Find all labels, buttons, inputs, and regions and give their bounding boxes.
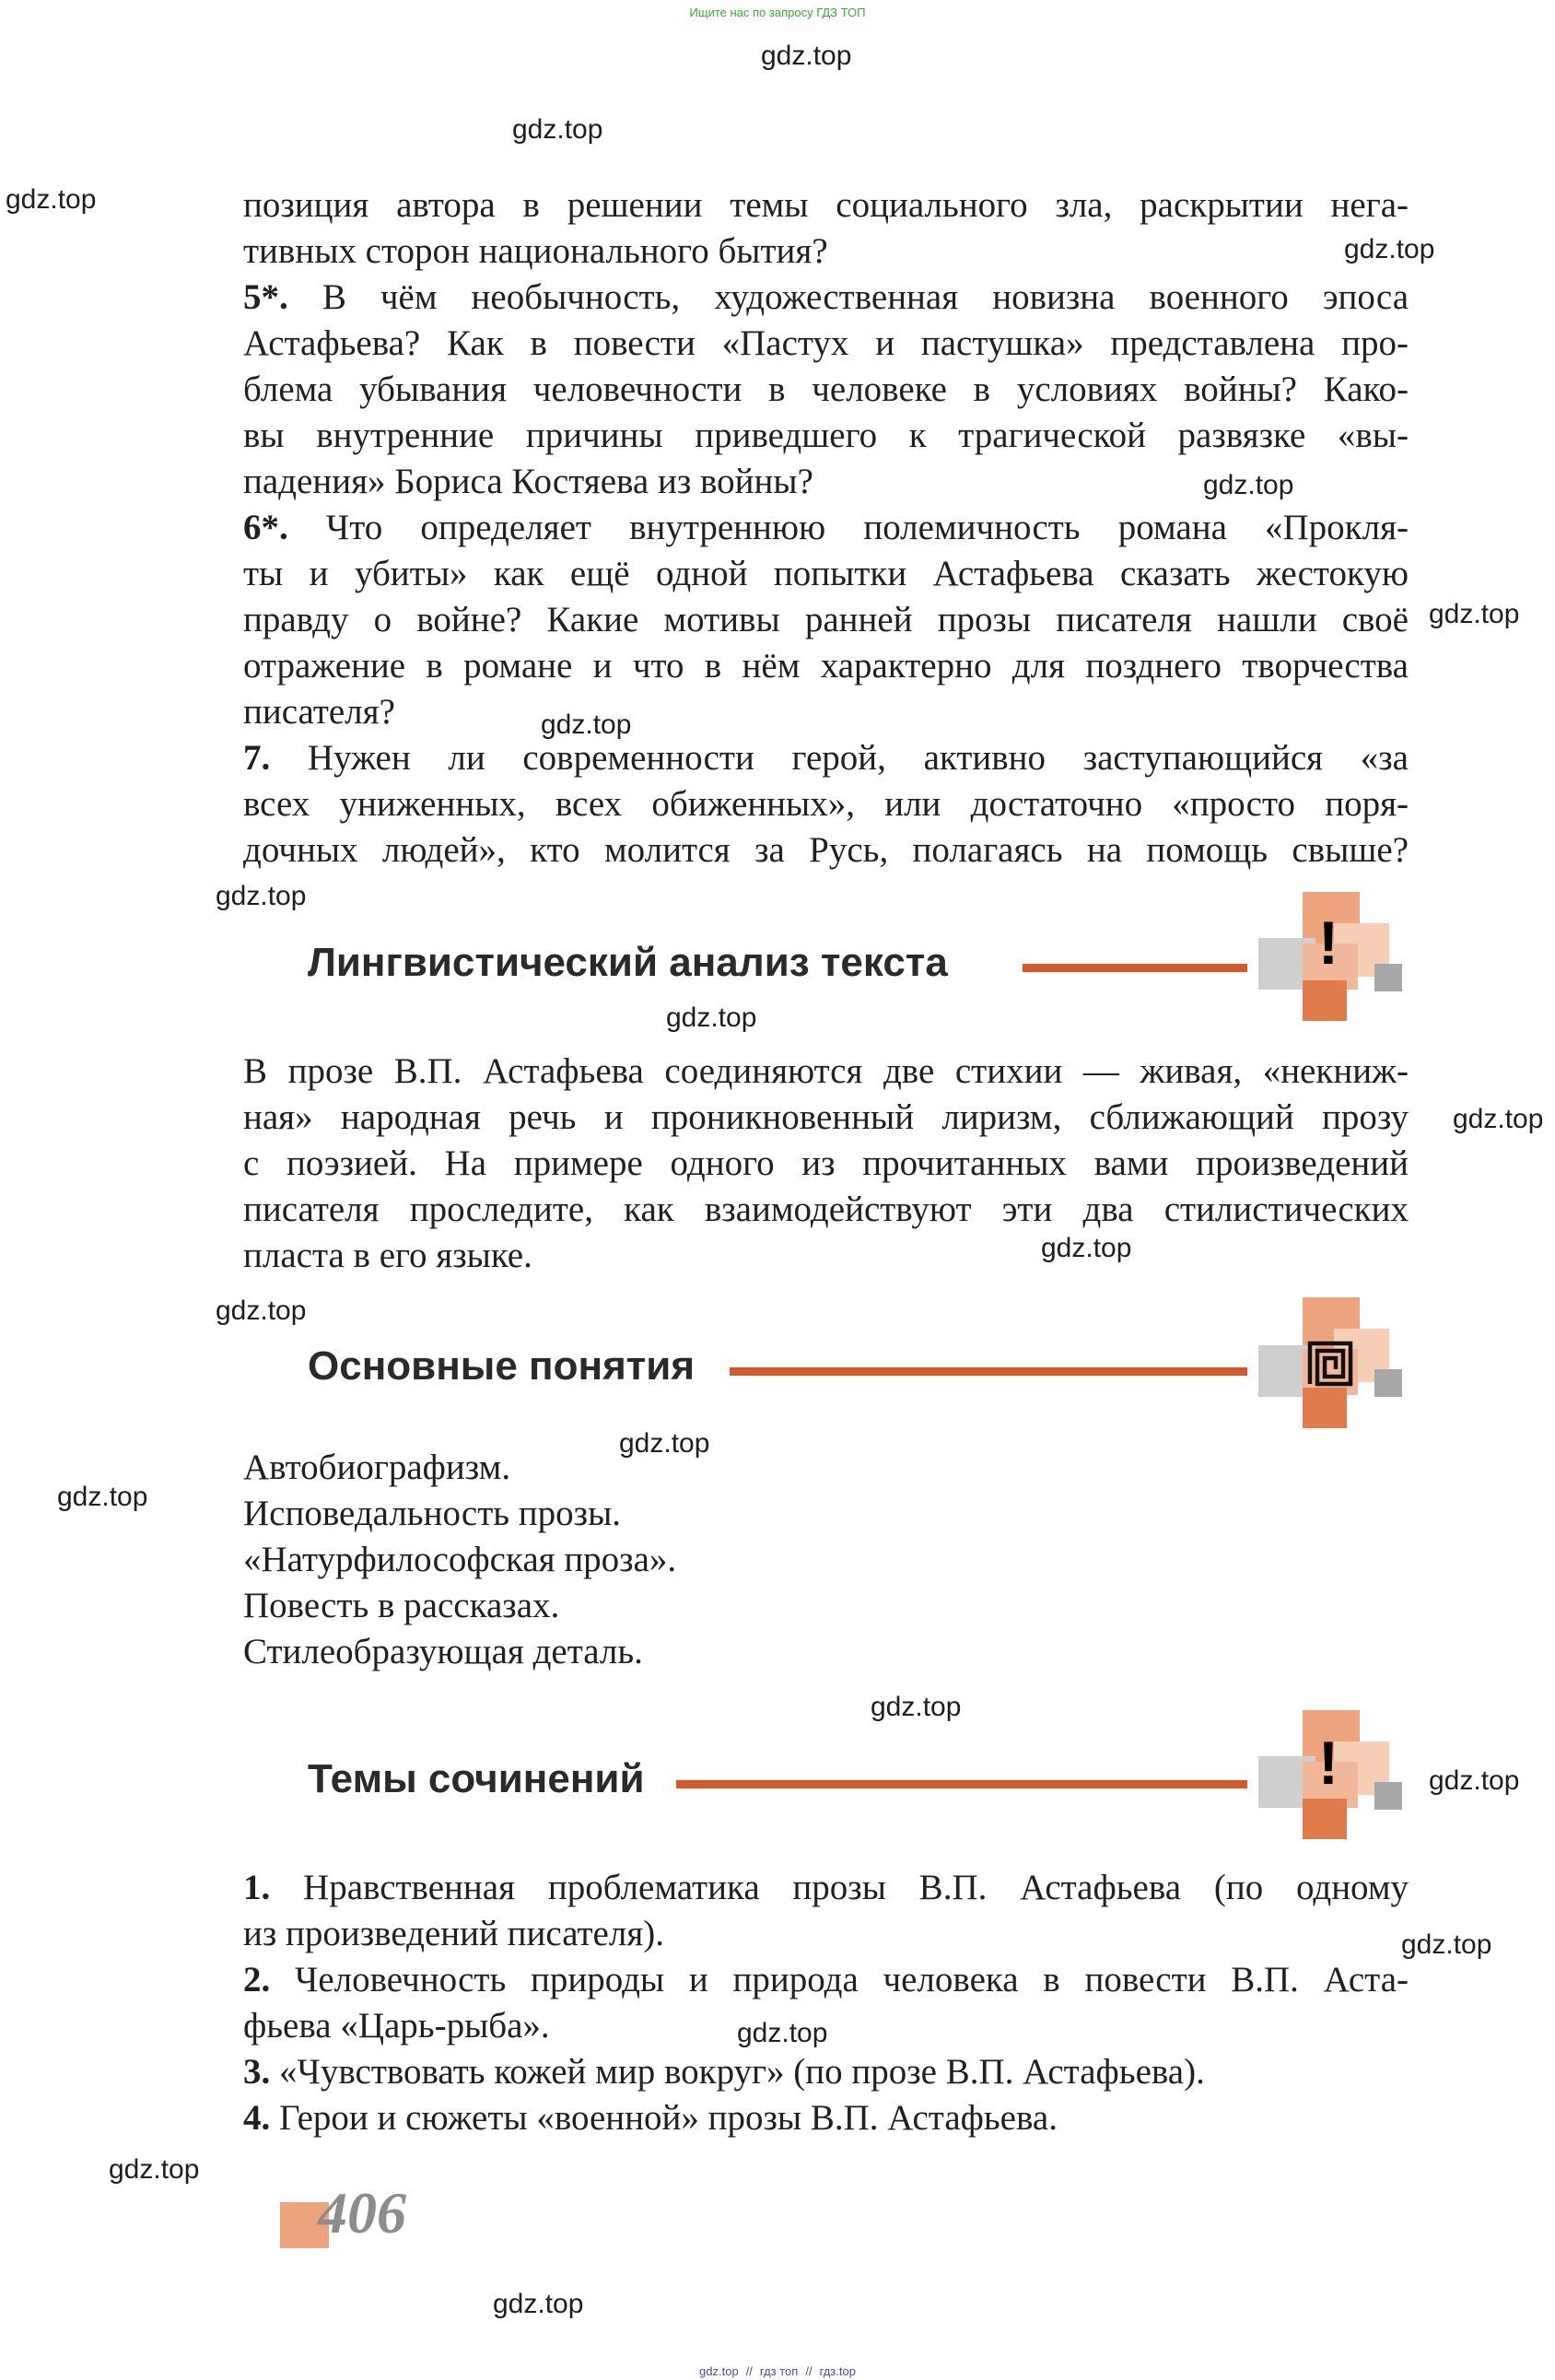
footer-separator: // [805,2364,813,2378]
topic-text: Герои и сюжеты «военной» прозы В.П. Астафьева. [270,2098,1058,2138]
question-number: 7. [243,738,271,778]
concept-item: Автобиографизм. [243,1448,511,1487]
question-number: 6*. [243,508,288,547]
spiral-glyph [1306,1340,1354,1388]
watermark: gdz.top [216,1296,307,1326]
topic-text: Нравственная проблематика прозы В.П. Астафьева (по одному [270,1868,1409,1907]
question-6 [243,505,1409,735]
section-heading-concepts: Основные понятия [308,1343,696,1389]
text-line: дочных людей», кто молится за Русь, полагаясь на помощь свыше? [243,830,1409,870]
text-line: пласта в его языке. [243,1236,532,1275]
watermark: gdz.top [57,1482,148,1512]
topic-text: Человечность природы и природа человека в повести В.П. Аста- [270,1960,1409,1999]
topic-text: «Чувствовать кожей мир вокруг» (по прозе В.П. Астафьева). [270,2052,1205,2092]
linguistic-paragraph [243,1049,1409,1279]
text-line: падения» Бориса Костяева из войны? [243,462,813,501]
watermark: gdz.top [541,709,632,740]
text-line: ная» народная речь и проникновенный лиризм, сближающий прозу [243,1097,1409,1137]
concept-item: Стилеобразующая деталь. [243,1632,643,1671]
topic-number: 2. [243,1960,271,1999]
question-7 [243,735,1409,873]
watermark: gdz.top [1344,234,1435,264]
footer-link[interactable]: гдз топ [759,2364,799,2378]
watermark: gdz.top [871,1692,962,1722]
topic-number: 1. [243,1868,271,1907]
text-line [243,2049,1409,2095]
watermark: gdz.top [1041,1233,1132,1263]
watermark: gdz.top [761,41,852,71]
text-line [243,735,1409,781]
watermark: gdz.top [1401,1929,1492,1960]
text-line: тивных сторон национального бытия? [243,231,828,271]
text-line: фьева «Царь-рыба». [243,2006,550,2046]
footer-link[interactable]: gdz.top [699,2364,739,2378]
text-line: всех униженных, всех обиженных», или достаточно «просто поря- [243,784,1409,824]
topic-number: 4. [243,2098,271,2138]
watermark: gdz.top [493,2289,584,2319]
watermark: gdz.top [1429,599,1520,629]
text-line: В прозе В.П. Астафьева соединяются две стихии — живая, «некниж- [243,1051,1409,1091]
essay-topics-list [243,1865,1409,2141]
text-line: писателя? [243,692,395,732]
text-line: отражение в романе и что в нём характерно для позднего творчества [243,646,1409,686]
text-line: вы внутренние причины приведшего к трагической развязке «вы- [243,416,1409,455]
watermark: gdz.top [1429,1765,1520,1796]
text-line: с поэзией. На примере одного из прочитанных вами произведений [243,1143,1409,1183]
text-line: ты и убиты» как ещё одной попытки Астафьева сказать жестокую [243,554,1409,593]
footer-links [0,2364,1555,2378]
text-line [243,505,1409,551]
section-rule [676,1780,1247,1788]
watermark: gdz.top [6,184,97,215]
footer-separator: // [745,2364,753,2378]
question-text: Нужен ли современности герой, активно заступающийся «за [270,738,1409,778]
watermark: gdz.top [216,881,307,911]
watermark: gdz.top [666,1002,757,1033]
watermark: gdz.top [512,114,603,145]
exclamation-glyph: ! [1318,909,1339,977]
watermark: gdz.top [109,2154,200,2185]
question-text: Что определяет внутреннюю полемичность романа «Прокля- [287,508,1409,547]
spiral-icon [1258,1297,1406,1428]
text-line [243,1957,1409,2003]
section-heading-essays: Темы сочинений [308,1756,645,1801]
text-line [243,275,1409,321]
section-rule [730,1367,1247,1376]
watermark: gdz.top [1203,470,1294,500]
page-number: 406 [318,2180,406,2245]
text-line: писателя проследите, как взаимодействуют эти два стилистических [243,1190,1409,1229]
concept-item: «Натурфилософская проза». [243,1540,677,1579]
text-line: Астафьева? Как в повести «Пастух и пастушка» представлена про- [243,323,1409,363]
topic-number: 3. [243,2052,271,2092]
watermark: gdz.top [619,1428,710,1459]
question-number: 5*. [243,277,288,317]
concepts-list [243,1445,1409,1675]
text-line: позиция автора в решении темы социального зла, раскрытии нега- [243,185,1409,225]
watermark: gdz.top [737,2018,828,2048]
text-line: правду о войне? Какие мотивы ранней прозы писателя нашли своё [243,600,1409,639]
text-line: из произведений писателя). [243,1914,664,1953]
concept-item: Повесть в рассказах. [243,1586,560,1625]
question-5 [243,275,1409,505]
watermark: gdz.top [1453,1104,1544,1134]
footer-link[interactable]: гдз.top [819,2364,856,2378]
exclamation-glyph: ! [1318,1729,1339,1797]
concept-item: Исповедальность прозы. [243,1494,622,1533]
section-heading-linguistic: Лингвистический анализ текста [308,940,948,985]
question-text: В чём необычность, художественная новизна военного эпоса [287,277,1409,317]
text-line [243,2095,1409,2141]
text-line [243,1865,1409,1911]
text-line: блема убывания человечности в человеке в условиях войны? Како- [243,369,1409,409]
question-4-continuation [243,182,1409,275]
top-search-note: Ищите нас по запросу ГДЗ ТОП [689,6,866,19]
section-rule [1023,964,1247,972]
exclamation-icon [1258,1710,1406,1841]
exclamation-icon [1258,892,1406,1021]
